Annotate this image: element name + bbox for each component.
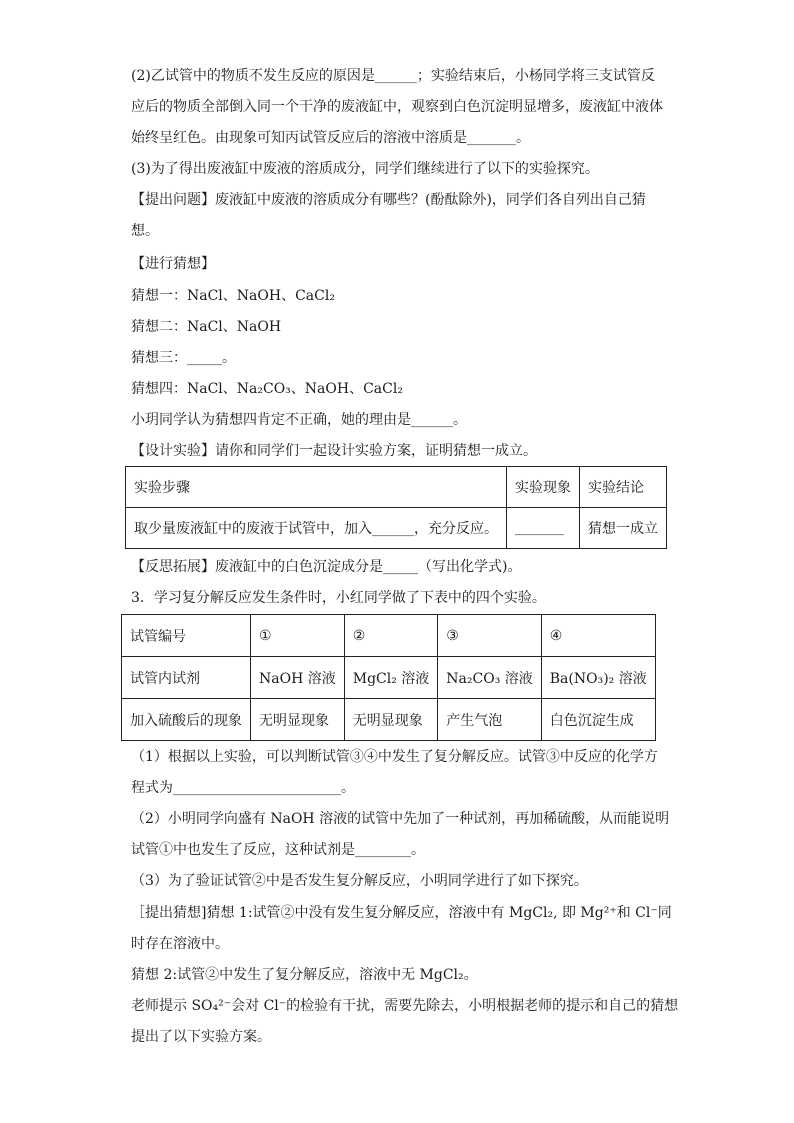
guess-heading: 【进行猜想】 <box>131 256 215 272</box>
paragraph-line: 始终呈红色。由现象可知丙试管反应后的溶液中溶质是_______。 <box>131 130 530 146</box>
paragraph-line: (3)为了得出废液缸中废液的溶质成分，同学们继续进行了以下的实验探究。 <box>131 161 599 177</box>
paragraph-line: ［提出猜想]猜想 1:试管②中没有发生复分解反应，溶液中有 MgCl₂, 即 Mg²⁺和 Cl⁻同 <box>131 905 672 921</box>
table-cell: Ba(NO₃)₂ 溶液 <box>541 657 655 699</box>
table-cell: Na₂CO₃ 溶液 <box>438 657 541 699</box>
paragraph-line: （2）小明同学向盛有 NaOH 溶液的试管中先加了一种试剂，再加稀硫酸，从而能说明 <box>131 811 670 827</box>
paragraph-line: (2)乙试管中的物质不发生反应的原因是______；实验结束后，小杨同学将三支试管反 <box>131 68 655 84</box>
table-cell: 无明显现象 <box>344 699 438 741</box>
paragraph-line: （3）为了验证试管②中是否发生复分解反应，小明同学进行了如下探究。 <box>131 873 588 889</box>
paragraph-line: 猜想 2:试管②中发生了复分解反应，溶液中无 MgCl₂。 <box>131 967 478 983</box>
guess-3: 猜想三：_____。 <box>131 350 236 366</box>
paragraph-line: 想。 <box>131 223 159 239</box>
table-cell: ① <box>251 615 345 657</box>
design-heading: 【设计实验】请你和同学们一起设计实验方案，证明猜想一成立。 <box>131 443 537 459</box>
table-cell: ② <box>344 615 438 657</box>
test-tube-table <box>121 614 656 741</box>
paragraph-line: 老师提示 SO₄²⁻会对 Cl⁻的检验有干扰，需要先除去，小明根据老师的提示和自己的猜想 <box>131 998 679 1014</box>
paragraph-line: 应后的物质全部倒入同一个干净的废液缸中，观察到白色沉淀明显增多，废液缸中液体 <box>131 99 663 115</box>
table-cell: MgCl₂ 溶液 <box>344 657 438 699</box>
table-cell: 猜想一成立 <box>580 508 667 549</box>
question-3: 3．学习复分解反应发生条件时，小红同学做了下表中的四个实验。 <box>131 590 546 606</box>
paragraph-line: （1）根据以上实验，可以判断试管③④中发生了复分解反应。试管③中反应的化学方 <box>131 749 658 765</box>
paragraph-line: 试管①中也发生了反应，这种试剂是________。 <box>131 842 425 858</box>
table-cell: NaOH 溶液 <box>251 657 345 699</box>
table-cell: _______ <box>507 508 580 549</box>
question-heading: 【提出问题】废液缸中废液的溶质成分有哪些？(酚酞除外)，同学们各自列出自己猜 <box>131 192 646 208</box>
table-header: 实验步骤 <box>126 467 507 508</box>
paragraph-line: 程式为________________________。 <box>131 780 355 796</box>
table-cell: 取少量废液缸中的废液于试管中，加入______，充分反应。 <box>126 508 507 549</box>
reflect-heading: 【反思拓展】废液缸中的白色沉淀成分是_____（写出化学式)。 <box>131 559 522 575</box>
table-cell: ④ <box>541 615 655 657</box>
table-cell: ③ <box>438 615 541 657</box>
table-cell: 产生气泡 <box>438 699 541 741</box>
paragraph-line: 时存在溶液中。 <box>131 936 229 952</box>
table-cell: 试管内试剂 <box>122 657 251 699</box>
paragraph-line: 小玥同学认为猜想四肯定不正确，她的理由是______。 <box>131 412 467 428</box>
table-cell: 加入硫酸后的现象 <box>122 699 251 741</box>
paragraph-line: 提出了以下实验方案。 <box>131 1029 271 1045</box>
experiment-table <box>125 466 667 549</box>
table-cell: 试管编号 <box>122 615 251 657</box>
table-cell: 无明显现象 <box>251 699 345 741</box>
table-cell: 白色沉淀生成 <box>541 699 655 741</box>
guess-2: 猜想二：NaCl、NaOH <box>131 319 282 335</box>
guess-4: 猜想四：NaCl、Na₂CO₃、NaOH、CaCl₂ <box>131 381 403 397</box>
table-header: 实验结论 <box>580 467 667 508</box>
table-header: 实验现象 <box>507 467 580 508</box>
guess-1: 猜想一：NaCl、NaOH、CaCl₂ <box>131 288 335 304</box>
